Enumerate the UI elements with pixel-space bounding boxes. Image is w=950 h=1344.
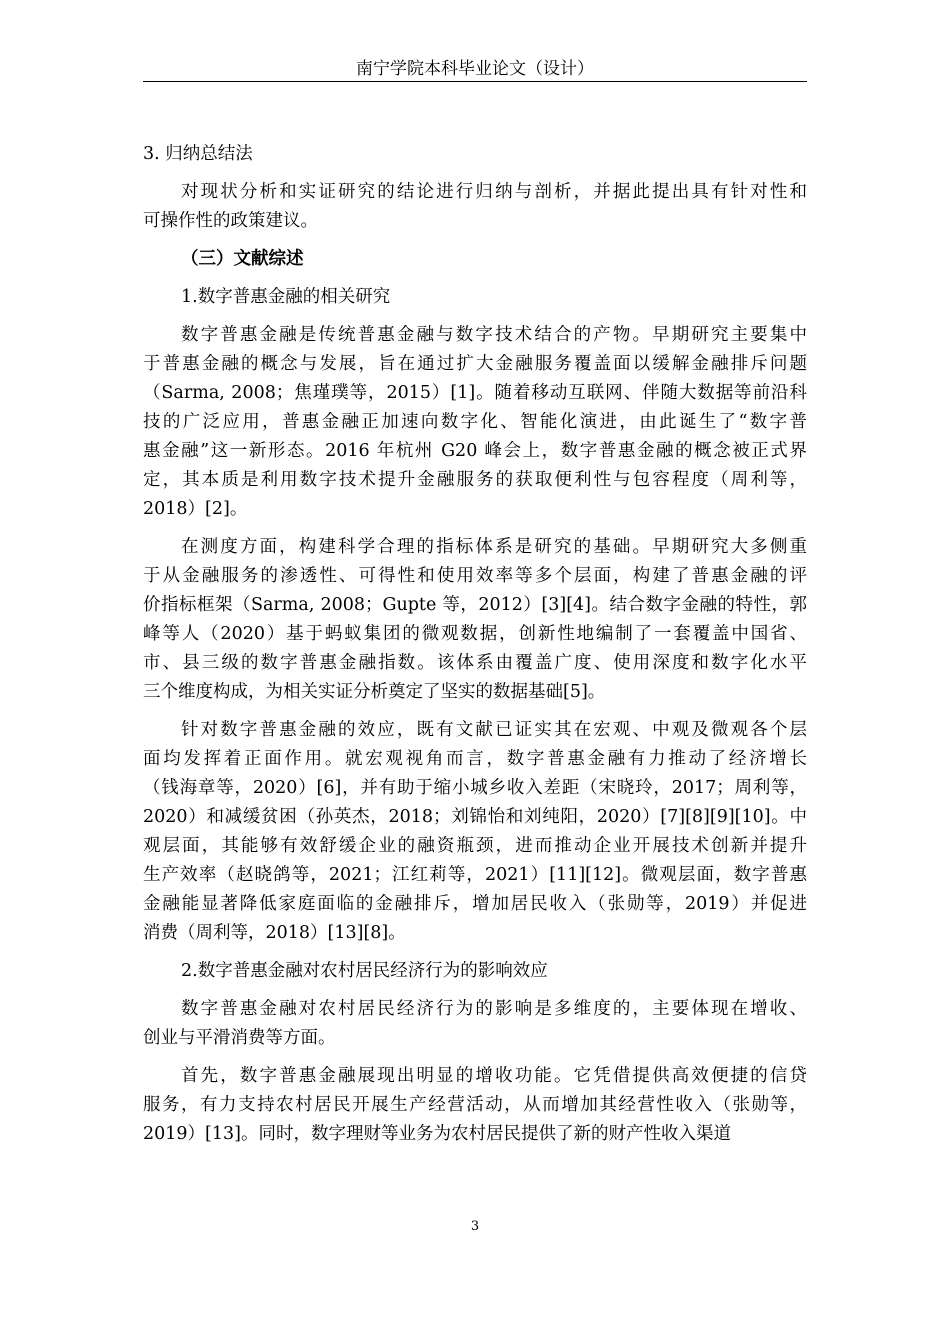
text-line: 观层面，其能够有效舒缓企业的融资瓶颈，进而推动企业开展技术创新并提升 [143, 836, 807, 856]
text-line: 消费（周利等，2018）[13][8]。 [143, 923, 406, 943]
text-line: 可操作性的政策建议。 [143, 211, 318, 231]
paragraph [143, 716, 807, 948]
text-line: 数字普惠金融是传统普惠金融与数字技术结合的产物。早期研究主要集中 [181, 325, 807, 345]
paragraph-gap [143, 312, 807, 321]
paragraph-gap [143, 1053, 807, 1062]
text-line: 三个维度构成，为相关实证分析奠定了坚实的数据基础[5]。 [143, 682, 606, 702]
paragraph [143, 178, 807, 236]
header-rule [143, 81, 807, 82]
paragraph-gap [143, 236, 807, 245]
subsection-heading [143, 957, 807, 986]
text-line: 生产效率（赵晓鸽等，2021；江红莉等，2021）[11][12]。微观层面，数字普惠 [143, 865, 807, 885]
text-line: 2018）[2]。 [143, 499, 248, 519]
paragraph-gap [143, 948, 807, 957]
text-line: 对现状分析和实证研究的结论进行归纳与剖析，并据此提出具有针对性和 [181, 182, 807, 202]
paragraph [143, 140, 807, 169]
text-line: 在测度方面，构建科学合理的指标体系是研究的基础。早期研究大多侧重 [181, 537, 807, 557]
paragraph [143, 1062, 807, 1149]
text-line: 金融能显著降低家庭面临的金融排斥，增加居民收入（张勋等，2019）并促进 [143, 894, 807, 914]
section-heading [143, 245, 807, 274]
text-line: 服务，有力支持农村居民开展生产经营活动，从而增加其经营性收入（张勋等， [143, 1095, 807, 1115]
text-line: 2019）[13]。同时，数字理财等业务为农村居民提供了新的财产性收入渠道 [143, 1124, 731, 1144]
paragraph [143, 995, 807, 1053]
text-line: 2.数字普惠金融对农村居民经济行为的影响效应 [181, 961, 548, 981]
text-line: 3. 归纳总结法 [143, 144, 253, 164]
paragraph [143, 321, 807, 524]
text-line: （Sarma, 2008；焦瑾璞等，2015）[1]。随着移动互联网、伴随大数据等前沿科 [143, 383, 807, 403]
paragraph-gap [143, 524, 807, 533]
text-line: 市、县三级的数字普惠金融指数。该体系由覆盖广度、使用深度和数字化水平 [143, 653, 807, 673]
text-line: 针对数字普惠金融的效应，既有文献已证实其在宏观、中观及微观各个层 [181, 720, 807, 740]
page-header: 南宁学院本科毕业论文（设计） [356, 59, 594, 79]
text-line: （钱海章等，2020）[6]，并有助于缩小城乡收入差距（宋晓玲，2017；周利等， [143, 778, 807, 798]
paragraph-gap [143, 274, 807, 283]
text-line: 数字普惠金融对农村居民经济行为的影响是多维度的，主要体现在增收、 [181, 999, 807, 1019]
text-line: 技的广泛应用，普惠金融正加速向数字化、智能化演进，由此诞生了“数字普 [143, 412, 807, 432]
text-line: （三）文献综述 [181, 249, 304, 269]
text-line: 价指标框架（Sarma, 2008；Gupte 等，2012）[3][4]。结合数字金融的特性，郭 [143, 595, 807, 615]
page-number: 3 [470, 1219, 480, 1234]
text-line: 惠金融”这一新形态。2016 年杭州 G20 峰会上，数字普惠金融的概念被正式界 [143, 441, 807, 461]
text-line: 面均发挥着正面作用。就宏观视角而言，数字普惠金融有力推动了经济增长 [143, 749, 807, 769]
text-line: 创业与平滑消费等方面。 [143, 1028, 336, 1048]
text-line: 定，其本质是利用数字技术提升金融服务的获取便利性与包容程度（周利等， [143, 470, 807, 490]
text-line: 于普惠金融的概念与发展，旨在通过扩大金融服务覆盖面以缓解金融排斥问题 [143, 354, 807, 374]
text-line: 首先，数字普惠金融展现出明显的增收功能。它凭借提供高效便捷的信贷 [181, 1066, 807, 1086]
text-line: 于从金融服务的渗透性、可得性和使用效率等多个层面，构建了普惠金融的评 [143, 566, 807, 586]
paragraph-gap [143, 707, 807, 716]
text-line: 2020）和减缓贫困（孙英杰，2018；刘锦怡和刘纯阳，2020）[7][8][9][10]。中 [143, 807, 807, 827]
paragraph-gap [143, 986, 807, 995]
text-line: 峰等人（2020）基于蚂蚁集团的微观数据，创新性地编制了一套覆盖中国省、 [143, 624, 807, 644]
subsection-heading [143, 283, 807, 312]
text-line: 1.数字普惠金融的相关研究 [181, 287, 391, 307]
paragraph [143, 533, 807, 707]
document-body [143, 140, 807, 1149]
paragraph-gap [143, 169, 807, 178]
